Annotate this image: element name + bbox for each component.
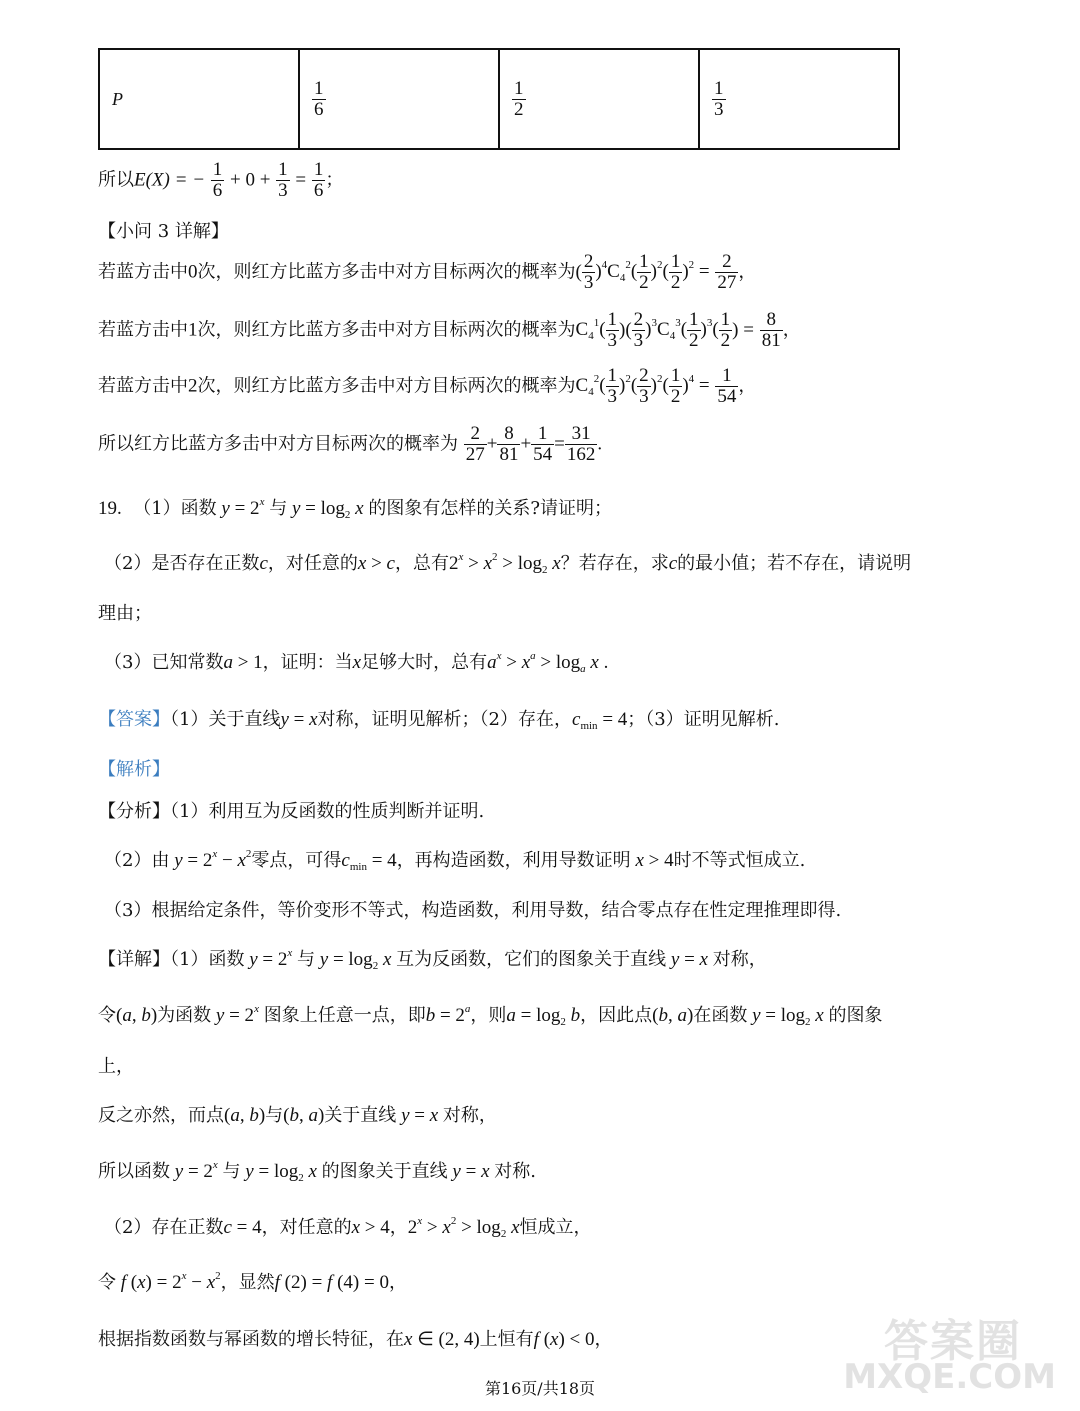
text: （1）利用互为反函数的性质判断并证明. xyxy=(170,801,485,822)
text: 令 xyxy=(98,1005,116,1026)
watermark-bottom: MXQE.COM xyxy=(843,1357,1056,1397)
blue0-line: 若蓝方击中0次，则红方比蓝方多击中对方目标两次的概率为( $\frac{2}{3}$ )$^4C_4^2$( $\frac{1}{2}$ )$^2$( $\frac{1}{2}$ )$^2$ = $\frac{2}{27}$ ， xyxy=(98,251,757,293)
text: 【分析】 xyxy=(98,801,170,822)
text: 根据指数函数与幂函数的增长特征，在 xyxy=(98,1329,404,1350)
fenxi-line1 xyxy=(98,797,1020,823)
text: 若蓝方击中 xyxy=(98,261,188,283)
text: 与 xyxy=(222,1161,241,1182)
expectation-line: 所以E(X) = − $\frac{1}{6}$ + 0 + $\frac{1}{3}$ = $\frac{1}{6}$ ； xyxy=(98,159,344,201)
math: 2 xyxy=(188,375,198,397)
text: （1）函数 xyxy=(170,949,245,970)
watermark-top: 答案圈 xyxy=(884,1316,1022,1367)
q19-part1: 19. （1）函数 $y = 2^x$ 与 $y = \log_2 x$ 的图象有怎样的关系?请证明； xyxy=(98,496,612,521)
q19-part2-cont: 理由； xyxy=(98,603,152,624)
detail-line3: 反之亦然，而点(a, b)与(b, a)关于直线 y = x 对称， xyxy=(98,1105,497,1126)
text: 与 xyxy=(269,498,288,519)
text: ，因此点 xyxy=(580,1005,653,1026)
text: ，对任意的 xyxy=(267,553,358,574)
text: 次，则红方比蓝方多击中对方目标两次的概率为 xyxy=(197,319,576,341)
text: （2）存在正数 xyxy=(104,1217,224,1238)
watermark-logo xyxy=(843,1305,1062,1405)
answer-tag: 【答案】 xyxy=(98,709,170,730)
blue1-line: 若蓝方击中1次，则红方比蓝方多击中对方目标两次的概率为$C_4^1$( $\frac{1}{3}$ )( $\frac{2}{3}$ )$^3C_4^3$( $\frac{1}{2}$ )$^3$( $\frac{1}{2}$ ) = $\frac{8}{81}$ ， xyxy=(98,309,801,351)
fraction: $\frac{1}{6}$ xyxy=(212,159,223,201)
text: （3）已知常数 xyxy=(104,652,224,673)
q19-part3: （3）已知常数a > 1，证明：当x足够大时，总有$a^x > x^a > \log_a x$ . xyxy=(104,650,609,675)
text: 所以红方比蓝方多击中对方目标两次的概率为 xyxy=(98,433,458,455)
math: E(X) = − xyxy=(134,169,206,191)
text: ，则 xyxy=(470,1005,507,1026)
text: ？若存在，求 xyxy=(560,553,669,574)
math: 0 xyxy=(188,261,198,283)
text: ，再构造函数，利用导数证明 xyxy=(396,850,631,871)
fraction xyxy=(712,79,726,120)
text: 对称， xyxy=(442,1105,497,1126)
text: 【解析】 xyxy=(98,759,170,780)
text: （1）关于直线 xyxy=(170,709,281,730)
text: 的图象 xyxy=(828,1005,883,1026)
q19-part2: （2）是否存在正数c，对任意的x > c，总有$2^x > x^2 > \log_2 x$？若存在，求c的最小值；若不存在，请说明 xyxy=(104,551,912,576)
text: 对称， xyxy=(712,949,767,970)
text: 关于直线 xyxy=(324,1105,397,1126)
fenxi-line2: （2）由 $y = 2^x - x^2$零点，可得$c_{min} = 4$，再构造函数，利用导数证明 x > 4时不等式恒成立. xyxy=(104,848,806,873)
text: ；（3）证明见解析. xyxy=(627,709,780,730)
fraction-num: 1 xyxy=(714,77,724,99)
text: 的图象有怎样的关系?请证明； xyxy=(368,498,612,519)
text: ，证明：当 xyxy=(262,652,353,673)
detail-line4: 所以函数 $y = 2^x$ 与 $y = \log_2 x$ 的图象关于直线 y = x 对称. xyxy=(98,1159,536,1184)
text: 与 xyxy=(265,1105,284,1126)
fraction: $\frac{1}{6}$ xyxy=(313,159,324,201)
text: （2）由 xyxy=(104,850,170,871)
table-row-label xyxy=(99,49,299,149)
p2-line2: 令 f $(x) = 2^x - x^2$，显然f (2) = f (4) = 0， xyxy=(98,1270,407,1293)
analysis-tag xyxy=(98,755,1020,781)
text: 的最小值；若不存在，请说明 xyxy=(677,553,912,574)
fraction xyxy=(512,79,526,120)
detail-line2-cont: 上， xyxy=(98,1056,134,1077)
text: 令 xyxy=(98,1272,116,1293)
table-cell xyxy=(499,49,699,149)
text: 在函数 xyxy=(693,1005,748,1026)
question-number: 19. xyxy=(98,498,122,519)
math: 1 xyxy=(188,319,198,341)
fraction xyxy=(312,79,326,120)
detail-line2: 令(a, b)为函数 $y = 2^x$ 图象上任意一点，即$b = 2^a$，则$a = \log_2 b$，因此点(b, a)在函数 $y = \log_2 x$ 的图象 xyxy=(98,1003,883,1028)
fraction-num: 1 xyxy=(514,77,524,99)
text: 互为反函数，它们的图象关于直线 xyxy=(396,949,667,970)
table-row xyxy=(99,49,899,149)
text: 反之亦然，而点 xyxy=(98,1105,224,1126)
fraction-num: 1 xyxy=(314,77,324,99)
text: （1）函数 xyxy=(133,498,217,519)
text: （2）是否存在正数 xyxy=(104,553,260,574)
text: 零点，可得 xyxy=(251,850,342,871)
text: ，总有 xyxy=(394,553,449,574)
answer-line: 【答案】（1）关于直线y = x对称，证明见解析；（2）存在，$c_{min} = 4$；（3）证明见解析. xyxy=(98,709,780,732)
fraction-den: 2 xyxy=(514,98,524,120)
text: 次，则红方比蓝方多击中对方目标两次的概率为 xyxy=(197,261,576,283)
text: 所以 xyxy=(98,169,134,191)
probability-table xyxy=(98,48,900,150)
text: 图象上任意一点，即 xyxy=(263,1005,426,1026)
total-line: 所以红方比蓝方多击中对方目标两次的概率为 $\frac{2}{27}$ + $\frac{8}{81}$ + $\frac{1}{54}$ = $\frac{31}{162}$ . xyxy=(98,423,603,465)
text: 若蓝方击中 xyxy=(98,375,188,397)
text: 【详解】 xyxy=(98,949,170,970)
fraction-den: 3 xyxy=(714,98,724,120)
text: 恒成立， xyxy=(519,1217,592,1238)
table-cell xyxy=(299,49,499,149)
text: ，显然 xyxy=(220,1272,275,1293)
p2-line1: （2）存在正数c = 4，对任意的x > 4，$2^x > x^2 > \log_2 x$恒成立， xyxy=(104,1215,592,1240)
text: 对称，证明见解析；（2）存在， xyxy=(317,709,572,730)
fraction-den: 6 xyxy=(314,98,324,120)
text: 足够大时，总有 xyxy=(361,652,488,673)
fenxi-line3: （3）根据给定条件，等价变形不等式，构造函数，利用导数，结合零点存在性定理推理即得. xyxy=(104,900,842,921)
text: 为函数 xyxy=(157,1005,212,1026)
page-footer: 第16页/共18页 xyxy=(484,1379,596,1398)
text: 对称. xyxy=(494,1161,536,1182)
blue2-line: 若蓝方击中2次，则红方比蓝方多击中对方目标两次的概率为$C_4^2$( $\frac{1}{3}$ )$^2$( $\frac{2}{3}$ )$^2$( $\frac{1}{2}$ )$^4$ = $\frac{1}{54}$ ， xyxy=(98,365,757,407)
text: 所以函数 xyxy=(98,1161,170,1182)
p2-line3: 根据指数函数与幂函数的增长特征，在x ∈ (2, 4)上恒有f (x) < 0， xyxy=(98,1329,613,1350)
text: 的图象关于直线 xyxy=(321,1161,448,1182)
table-cell xyxy=(699,49,899,149)
text: 与 xyxy=(297,949,315,970)
fraction: $\frac{1}{3}$ xyxy=(278,159,288,201)
text: ，对任意的 xyxy=(261,1217,352,1238)
row-label-text: P xyxy=(112,88,123,109)
text: 次，则红方比蓝方多击中对方目标两次的概率为 xyxy=(197,375,576,397)
sub3-heading: 【小问 3 详解】 xyxy=(98,221,229,242)
text: 若蓝方击中 xyxy=(98,319,188,341)
text: 上恒有 xyxy=(479,1329,534,1350)
detail-line1: 【详解】（1）函数 $y = 2^x$ 与 $y = \log_2 x$ 互为反函数，它们的图象关于直线 y = x 对称， xyxy=(98,947,767,972)
text: 时不等式恒成立. xyxy=(673,850,806,871)
